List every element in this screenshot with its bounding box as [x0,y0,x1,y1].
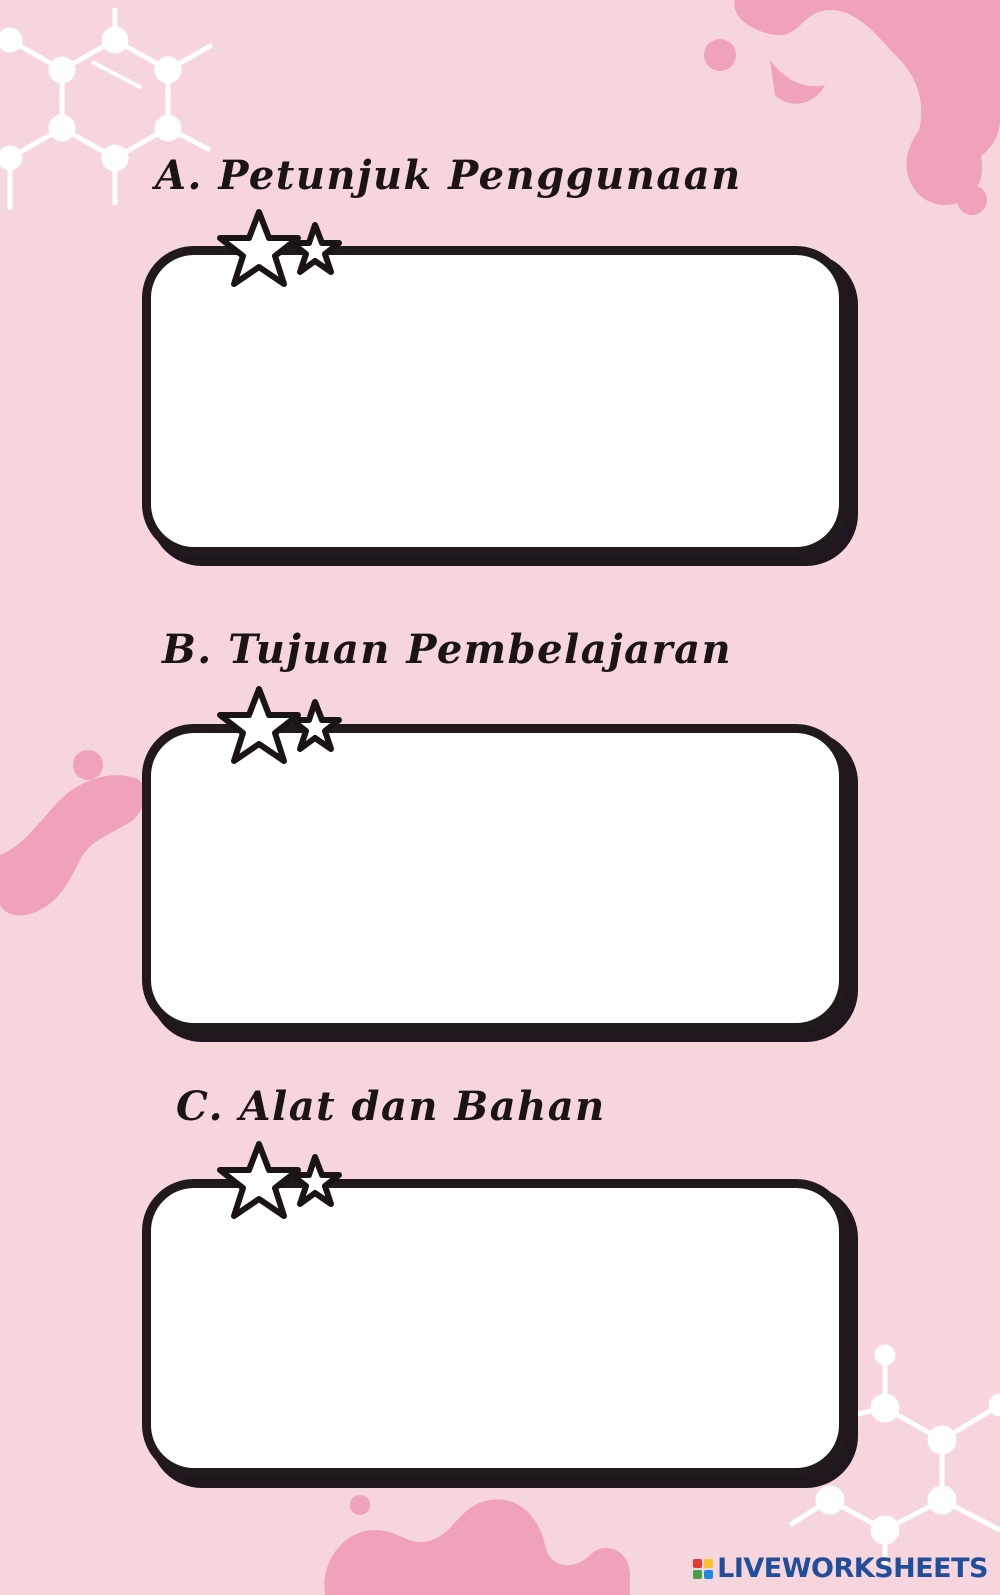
star-icon [212,683,344,775]
logo-mark-icon [693,1559,713,1579]
logo-mark-square [704,1559,713,1568]
logo-mark-square [704,1570,713,1579]
liveworksheets-logo[interactable] [693,1553,988,1584]
section-a-title: A. Petunjuk Penggunaan [155,152,742,199]
star-icon [212,1138,344,1230]
section-c-title: C. Alat dan Bahan [176,1083,606,1130]
blob-bottom-icon [324,1495,630,1595]
logo-mark-square [693,1559,702,1568]
section-b-title: B. Tujuan Pembelajaran [162,626,733,673]
blob-left-icon [0,750,158,915]
star-icon [212,206,344,298]
logo-text: LIVEWORKSHEETS [717,1553,988,1584]
blob-top-right-icon [704,0,1000,215]
logo-mark-square [693,1570,702,1579]
